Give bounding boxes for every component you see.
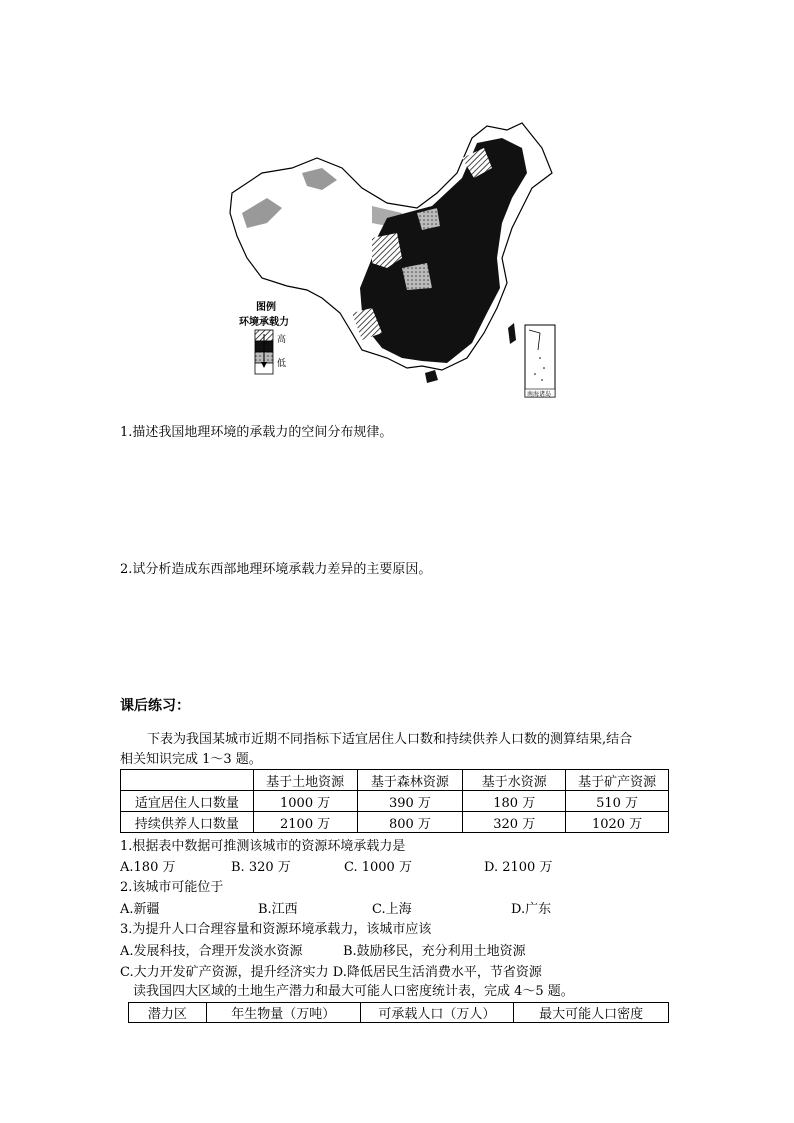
question-1-option-b: B. 320 万 xyxy=(231,860,291,875)
table-cell: 390 万 xyxy=(357,791,463,812)
table-header-cell: 基于森林资源 xyxy=(357,770,463,791)
table-row xyxy=(121,812,669,833)
question-3-stem: 3.为提升人口合理容量和资源环境承载力，该城市应该 xyxy=(120,922,432,937)
table-header-cell: 最大可能人口密度 xyxy=(514,1003,669,1023)
table-cell: 510 万 xyxy=(566,791,669,812)
table-header-cell: 基于土地资源 xyxy=(253,770,357,791)
map-question-1: 1.描述我国地理环境的承载力的空间分布规律。 xyxy=(120,425,393,440)
question-2-option-b: B.江西 xyxy=(258,902,298,917)
table-row xyxy=(121,791,669,812)
table-cell: 800 万 xyxy=(357,812,463,833)
table-header-cell xyxy=(121,770,254,791)
table-header-cell: 年生物量（万吨） xyxy=(206,1003,360,1023)
table-header-cell: 基于水资源 xyxy=(463,770,566,791)
table-cell: 180 万 xyxy=(463,791,566,812)
legend-low-label: 低 xyxy=(277,359,287,369)
table-header-row xyxy=(129,1003,669,1023)
section-title: 课后练习： xyxy=(120,698,190,714)
question-1-stem: 1.根据表中数据可推测该城市的资源环境承载力是 xyxy=(120,839,406,854)
legend-high-label: 高 xyxy=(277,335,287,345)
question-1-option-a: A.180 万 xyxy=(120,860,176,875)
taiwan-island xyxy=(508,323,516,344)
intro-2: 读我国四大区域的土地生产潜力和最大可能人口密度统计表，完成 4～5 题。 xyxy=(133,984,574,999)
question-3-option-b: B.鼓励移民，充分利用土地资源 xyxy=(343,944,526,959)
legend-subtitle: 环境承载力 xyxy=(239,317,289,328)
potential-table xyxy=(128,1002,669,1023)
question-2-option-c: C.上海 xyxy=(372,902,412,917)
table-cell: 2100 万 xyxy=(253,812,357,833)
hainan-island xyxy=(425,370,438,383)
question-2-stem: 2.该城市可能位于 xyxy=(120,880,224,895)
question-1-option-d: D. 2100 万 xyxy=(484,860,553,875)
table-cell: 1000 万 xyxy=(253,791,357,812)
question-2-option-d: D.广东 xyxy=(511,902,552,917)
table-cell: 适宜居住人口数量 xyxy=(121,791,254,812)
intro-line-2: 相关知识完成 1～3 题。 xyxy=(120,752,262,767)
table-cell: 持续供养人口数量 xyxy=(121,812,254,833)
table-header-cell: 基于矿产资源 xyxy=(566,770,669,791)
legend-title: 图例 xyxy=(256,302,276,313)
map-question-2: 2.试分析造成东西部地理环境承载力差异的主要原因。 xyxy=(120,562,432,577)
table-cell: 1020 万 xyxy=(566,812,669,833)
table-header-row xyxy=(121,770,669,791)
question-3-option-a: A.发展科技，合理开发淡水资源 xyxy=(120,944,303,959)
population-table xyxy=(120,769,669,833)
china-carrying-capacity-map xyxy=(222,118,557,403)
intro-line-1: 下表为我国某城市近期不同指标下适宜居住人口数和持续供养人口数的测算结果,结合 xyxy=(147,732,633,747)
inset-label: 南海诸岛 xyxy=(527,391,552,398)
table-header-cell: 可承载人口（万人） xyxy=(360,1003,514,1023)
question-2-option-a: A.新疆 xyxy=(120,902,160,917)
table-header-cell: 潜力区 xyxy=(129,1003,207,1023)
question-3-options-cd: C.大力开发矿产资源，提升经济实力 D.降低居民生活消费水平，节省资源 xyxy=(120,965,542,980)
table-cell: 320 万 xyxy=(463,812,566,833)
map-graphic xyxy=(222,118,557,403)
question-1-option-c: C. 1000 万 xyxy=(344,860,412,875)
